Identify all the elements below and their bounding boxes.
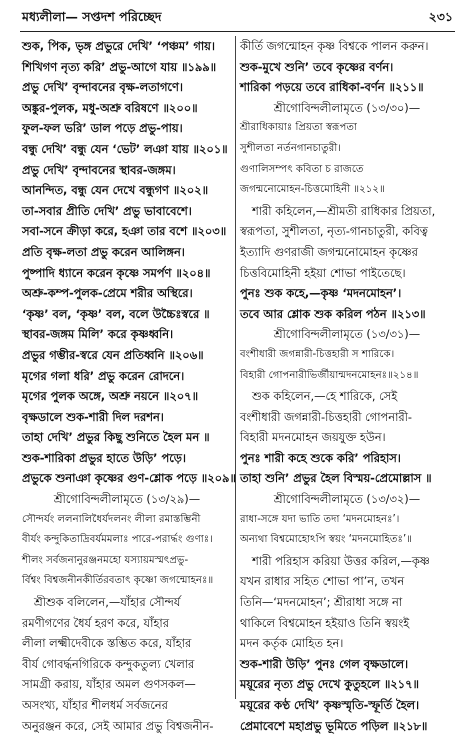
right-column-text-line: বিহারী মদনমোহন জয়যুক্ত হউন। xyxy=(240,430,386,445)
right-column-text-line: পুনঃ শারী কহে শুকে করি’ পরিহাস। xyxy=(240,450,401,465)
left-column-text-line: মৃগের গলা ধরি’ প্রভু করেন রোদনে। xyxy=(22,368,185,383)
left-column-text-line: রমণীগণের ধৈর্য হরণ করে, যাঁহার xyxy=(22,615,169,630)
right-column-text-line: শ্রীরাধিকায়াঃ প্রিয়তা স্বরূপতা xyxy=(240,122,357,134)
left-column-text-line: মৃগের পুলক অঙ্গে, অশ্রু নয়নে ॥২০৭॥ xyxy=(22,389,199,404)
left-column-text-line: শিখিগণ নৃত্য করি’ প্রভু-আগে যায় ॥১৯৯॥ xyxy=(22,59,217,74)
right-column-text-line: শারী পরিহাস করিয়া উত্তর করিল,—কৃষ্ণ xyxy=(252,553,430,568)
left-column xyxy=(22,36,236,733)
left-column-text-line: বৃক্ষডালে শুক-শারী দিল দরশন। xyxy=(22,409,164,424)
right-column-text-line: অন্যথা বিশ্বমোহোঽপি স্বয়ং ‘মদনমোহিতঃ’॥ xyxy=(240,534,412,546)
right-column-text-line: শারী কহিলেন,—শ্রীমতী রাধিকার প্রিয়তা, xyxy=(252,203,436,218)
right-column-text-line: রাধা-সঙ্গে যদা ভাতি তদা ‘মদনমোহনঃ’। xyxy=(240,513,400,525)
right-column-text-line: বংশীধারী জগন্নারী-চিত্তহারী স শারিকে। xyxy=(240,348,395,360)
right-column-text-line: জগন্মনোমোহন-চিত্তমোহিনী ॥২১২॥ xyxy=(240,184,385,196)
right-column xyxy=(240,36,454,733)
left-column-text-line: ‘কৃষ্ণ’ বল, ‘কৃষ্ণ’ বল, বলে উচ্চৈঃস্বরে ॥ xyxy=(22,306,210,321)
left-column-text-line: ফুল-ফল ভরি’ ডাল পড়ে প্রভু-পায়। xyxy=(22,121,183,136)
left-column-text-line: শ্রীগোবিন্দলীলামৃতে (১৩/২৯)— xyxy=(53,492,201,507)
right-column-text-line: থাকিলে বিশ্বমোহন হইয়াও তিনি স্বয়ংই xyxy=(240,615,410,630)
right-column-text-line: শ্রীগোবিন্দলীলামৃতে (১৩/৩২)— xyxy=(273,492,421,507)
right-column-text-line: শ্রীগোবিন্দলীলামৃতে (১৩/৩১)— xyxy=(273,327,421,342)
right-column-text-line: মদন কর্তৃক মোহিত হন। xyxy=(240,636,344,651)
right-column-text-line: কীর্তি জগন্মোহন কৃষ্ণ বিশ্বকে পালন করুন। xyxy=(240,39,429,53)
left-column-text-line: প্রতি বৃক্ষ-লতা প্রভু করেন আলিঙ্গন। xyxy=(22,244,185,259)
left-column-text-line: প্রভু দেখি’ বৃন্দাবনের বৃক্ষ-লতাগণে। xyxy=(22,80,183,95)
left-column-text-line: অসংখ্য, যাঁহার শীলধর্ম সর্বজনের xyxy=(22,698,168,712)
left-column-text-line: স্থাবর-জঙ্গম মিলি’ করে কৃষ্ণধ্বনি। xyxy=(22,327,174,342)
left-column-text-line: বীর্য গোবর্দ্ধনগিরিকে কন্দুকতুল্য খেলার xyxy=(22,656,195,671)
left-column-text-line: প্রভু দেখি’ বৃন্দাবনের স্থাবর-জঙ্গম। xyxy=(22,162,176,177)
right-column-text-line: গুণালিসম্পৎ কবিতা চ রাজতে xyxy=(240,163,364,175)
header-rule xyxy=(20,31,455,32)
left-column-text-line: সামগ্রী করায়, যাঁহার অমল গুণসকল— xyxy=(22,677,196,692)
left-column-text-line: আনন্দিত, বন্ধু যেন দেখে বন্ধুগণ ॥২০২॥ xyxy=(22,183,209,198)
right-column-text-line: বংশীধারী জগন্নারী-চিত্তহারী গোপনারী- xyxy=(240,409,413,424)
page-number: ২৩১ xyxy=(428,9,453,24)
left-column-text-line: প্রভুকে শুনাঞা কৃষ্ণের গুণ-শ্লোক পড়ে ॥২০৯॥ xyxy=(22,471,236,486)
left-column-text-line: অনুরঞ্জন করে, সেই আমার প্রভু বিশ্বজনীন- xyxy=(22,718,214,733)
column-divider xyxy=(235,36,236,699)
page-header xyxy=(22,8,453,30)
left-column-text-line: বন্ধু দেখি’ বন্ধু যেন ‘ভেট’ লঞা যায় ॥২০১॥ xyxy=(22,141,228,156)
right-column-text-line: শারিকা পড়য়ে তবে রাধিকা-বর্ণন ॥২১১॥ xyxy=(240,80,424,95)
right-column-text-line: তবে আর শ্লোক শুক করিল পঠন ॥২১৩॥ xyxy=(240,306,426,321)
left-column-text-line: সবা-সনে ক্রীড়া করে, হঞা তার বশে ॥২০৩॥ xyxy=(22,224,227,239)
left-column-text-line: শীলং সর্বজনানুরঞ্জনমহো যস্যায়মস্মৎপ্রভু- xyxy=(22,554,189,566)
right-column-text-line: তিনি—‘মদনমোহন’; শ্রীরাধা সঙ্গে না xyxy=(240,595,403,610)
right-column-text-line: পুনঃ শুক কহে,—কৃষ্ণ ‘মদনমোহন’। xyxy=(240,286,402,301)
left-column-text-line: র্বিশ্বং বিশ্বজনীনকীর্তিরবতাৎ কৃষ্ণো জগন্মোহনঃ॥ xyxy=(22,575,214,587)
left-column-text-line: লীলা লক্ষ্মীদেবীকে স্তম্ভিত করে, যাঁহার xyxy=(22,636,192,651)
left-column-text-line: তা-সবার প্রীতি দেখি’ প্রভু ভাবাবেশে। xyxy=(22,203,192,218)
right-column-text-line: শুক-শারী উড়ি’ পুনঃ গেল বৃক্ষডালে। xyxy=(240,656,409,671)
right-column-text-line: সুশীলতা নর্তনগানচাতুরী। xyxy=(240,142,341,154)
left-column-text-line: অশ্রু-কম্প-পুলক-প্রেমে শরীর অস্থিরে। xyxy=(22,286,193,301)
right-column-text-line: শ্রীগোবিন্দলীলামৃতে (১৩/৩০)— xyxy=(273,100,421,115)
left-column-text-line: সৌন্দর্যং ললনালিধৈর্যদলনং লীলা রমাস্তম্ভিনী xyxy=(22,513,201,525)
right-column-text-line: স্বরূপতা, সুশীলতা, নৃত্য-গানচাতুরী, কবিত্ব xyxy=(240,224,428,239)
right-column-text-line: ময়ূরের কণ্ঠ দেখি’ কৃষ্ণস্মৃতি-স্ফূর্তি হৈল। xyxy=(240,698,420,712)
right-column-text-line: তাহা শুনি’ প্রভুর হৈল বিস্ময়-প্রেমোল্লাস ॥ xyxy=(240,471,432,486)
right-column-text-line: যখন রাধার সহিত শোভা পা’ন, তখন xyxy=(240,574,405,589)
left-column-text-line: অঙ্কুর-পুলক, মধু-অশ্রু বরিষণে ॥২০০॥ xyxy=(22,100,198,115)
left-column-text-line: তাহা দেখি’ প্রভুর কিছু শুনিতে হৈল মন ॥ xyxy=(22,430,210,445)
right-column-text-line: শুক-মুখে শুনি’ তবে কৃষ্ণের বর্ণন। xyxy=(240,59,394,74)
left-column-text-line: শ্রীশুক বলিলেন,—যাঁহার সৌন্দর্য xyxy=(34,595,181,610)
running-title: মধ্যলীলা— সপ্তদশ পরিচ্ছেদ xyxy=(22,9,162,24)
right-column-text-line: বিহারী গোপনারীভির্জীয়ান্মদনমোহনঃ॥২১৪॥ xyxy=(240,369,419,381)
right-column-text-line: শুক কহিলেন,—হে শারিকে, সেই xyxy=(252,389,398,404)
right-column-text-line: চিত্তবিমোহিনী হইয়া শোভা পাইতেছে। xyxy=(240,265,406,280)
left-column-text-line: শুক, পিক, ভৃঙ্গ প্রভুরে দেখি’ ‘পঞ্চম’ গায়। xyxy=(22,39,215,53)
left-column-text-line: পুষ্পাদি ধ্যানে করেন কৃষ্ণে সমর্পণ ॥২০৪॥ xyxy=(22,265,211,280)
left-column-text-line: প্রভুর গম্ভীর-স্বরে যেন প্রতিধ্বনি ॥২০৬॥ xyxy=(22,347,204,362)
left-column-text-line: শুক-শারিকা প্রভুর হাতে উড়ি’ পড়ে। xyxy=(22,450,186,465)
right-column-text-line: ইত্যাদি গুণরাজী জগন্মনোমোহন কৃষ্ণের xyxy=(240,244,418,259)
right-column-text-line: প্রেমাবেশে মহাপ্রভু ভূমিতে পড়িল ॥২১৮॥ xyxy=(240,718,428,733)
right-column-text-line: ময়ূরের নৃত্য প্রভু দেখে কুতুহলে ॥২১৭॥ xyxy=(240,677,419,692)
left-column-text-line: বীর্যং কন্দুকিতাদ্রিবর্যমমলাঃ পারে-পরার্দ্ধং গুণাঃ। xyxy=(22,534,213,546)
